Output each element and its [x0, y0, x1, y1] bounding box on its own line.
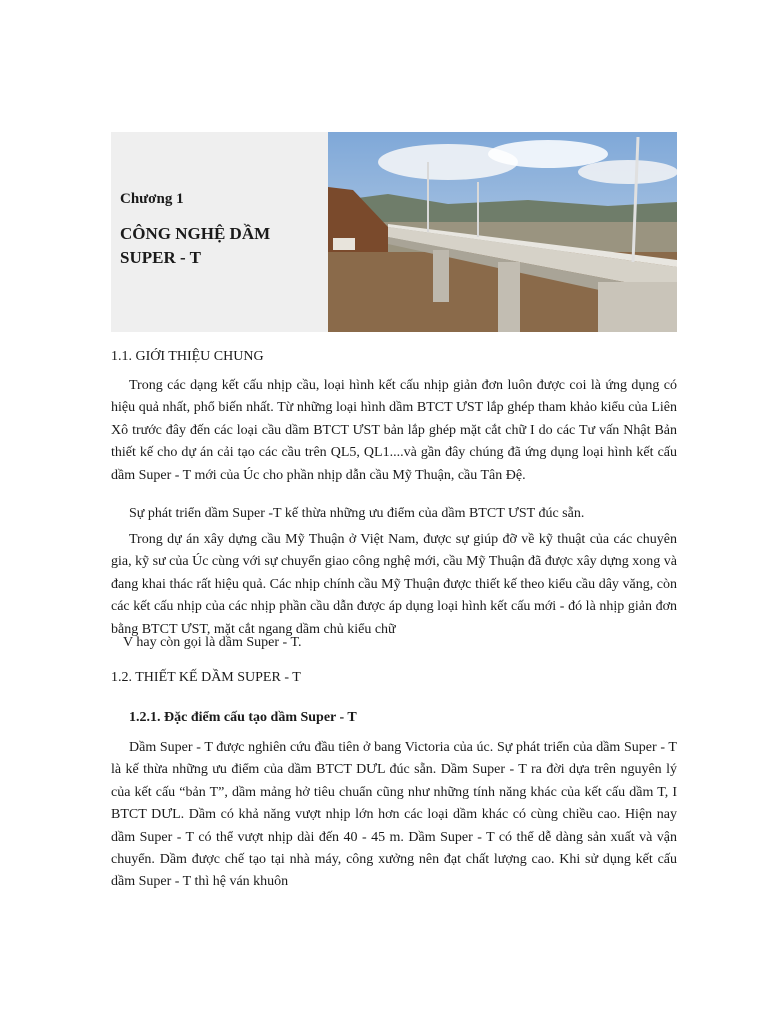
section-1-1-paragraph-1: Trong các dạng kết cấu nhịp cầu, loại hình kết cấu nhịp giản đơn luôn được coi là ứng dụng có hiệu quả nhất, phổ biến nhất. Từ những loại hình dầm BTCT ƯST lắp ghép tham khảo kiểu của Liên Xô trước đây đến các loại cầu dầm BTCT ƯST bản lắp ghép mặt cắt chữ I do các Tư vấn Nhật Bản thiết kế cho dự án cải tạo các cầu trên QL5, QL1....và gần đây chúng đã ứng dụng loại hình kết cấu dầm Super - T mới của Úc cho phần nhịp dẫn cầu Mỹ Thuận, cầu Tân Đệ.	[111, 378, 677, 483]
chapter-title-line2: SUPER - T	[120, 248, 201, 267]
section-1-1-paragraph-2: Sự phát triển dầm Super -T kế thừa những ưu điểm của dầm BTCT ƯST đúc sẵn.	[129, 506, 585, 521]
chapter-title-line1: CÔNG NGHỆ DẦM	[120, 224, 271, 243]
section-1-1-paragraph-3-last-line: V hay còn gọi là dầm Super - T.	[123, 635, 302, 650]
section-1-2-heading: 1.2. THIẾT KẾ DẦM SUPER - T	[111, 670, 301, 685]
bridge-photo	[328, 132, 677, 332]
section-1-1-heading: 1.1. GIỚI THIỆU CHUNG	[111, 349, 264, 364]
section-1-2-1-paragraph: Dầm Super - T được nghiên cứu đầu tiên ở bang Victoria của úc. Sự phát triển của dầm Super - T là kế thừa những ưu điểm của dầm BTCT DƯL đúc sẵn. Dầm Super - T ra đời dựa trên nguyên lý của kết cấu “bản T”, dầm mảng hở tiêu chuẩn cũng như những tính năng khác của kết cấu dầm T, I BTCT DƯL. Dầm có khả năng vượt nhịp lớn hơn các loại dầm khác có cùng chiều cao. Hiện nay dầm Super - T có thể vượt nhịp dài đến 40 - 45 m. Dầm Super - T có thể dễ dàng sản xuất và vận chuyển. Dầm được chế tạo tại nhà máy, công xưởng nên đạt chất lượng cao. Khi sử dụng kết cấu dầm Super - T thì hệ ván khuôn	[111, 740, 677, 890]
section-1-1-paragraph-3: Trong dự án xây dựng cầu Mỹ Thuận ở Việt Nam, được sự giúp đỡ về kỹ thuật của các chuyên gia, kỹ sư của Úc cùng với sự chuyển giao công nghệ mới, cầu Mỹ Thuận đã được xây dựng xong và đang khai thác rất hiệu quả. Các nhịp chính cầu Mỹ Thuận được thiết kế theo kiểu cầu dây văng, còn các kết cấu nhịp của các nhịp phần cầu dẫn được áp dụng loại hình kết cấu mới - đó là nhịp giản đơn bằng BTCT ƯST, mặt cắt ngang dầm chủ kiểu chữ	[111, 532, 677, 637]
chapter-title	[120, 222, 320, 270]
chapter-label: Chương 1	[120, 191, 184, 207]
section-1-2-1-heading: 1.2.1. Đặc điểm cấu tạo dầm Super - T	[129, 710, 357, 725]
